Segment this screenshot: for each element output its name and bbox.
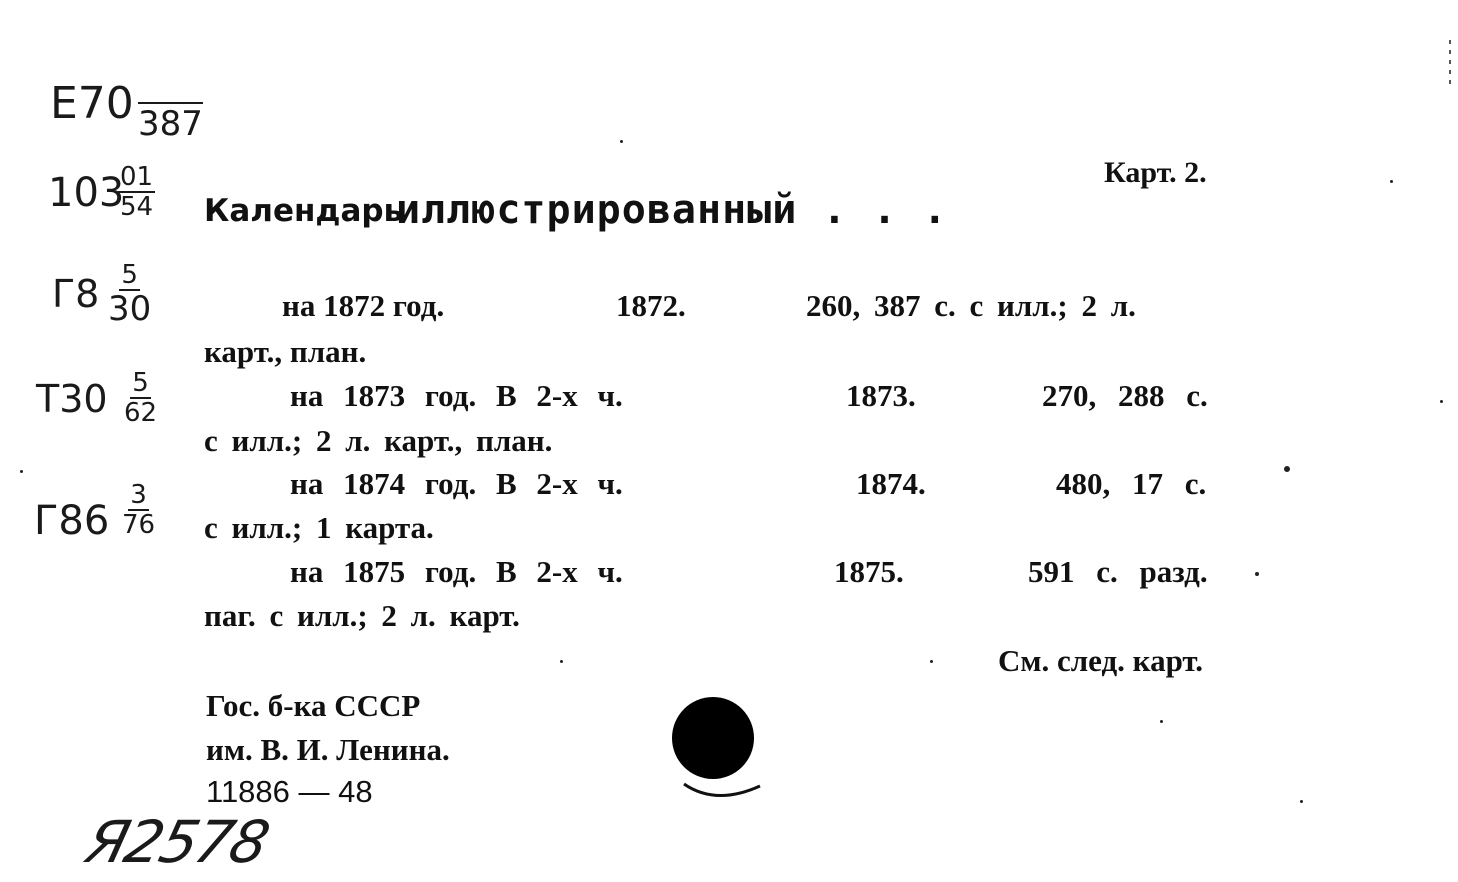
- title-prefix: Календарь: [204, 193, 404, 229]
- entry-1874-date: 1874.: [856, 466, 926, 501]
- entry-1875-label: на 1875 год. В 2-х ч.: [290, 554, 623, 589]
- entry-1875-date: 1875.: [834, 554, 904, 589]
- code-base-4: Г86: [34, 498, 110, 544]
- speck: [560, 660, 563, 663]
- entry-1872-pages: 260, 387 с. с илл.; 2 л.: [806, 288, 1136, 323]
- speck: [1300, 800, 1303, 803]
- entry-1874-pages: 480, 17 с.: [1056, 466, 1207, 501]
- code-fraction-3: $\frac{5}{62}$: [124, 368, 158, 428]
- shelfmark-sub-code: 387: [138, 104, 203, 144]
- entry-1872-cont: карт., план.: [204, 334, 367, 369]
- library-line-3: 11886 — 48: [206, 774, 373, 809]
- speck: [620, 140, 623, 143]
- speck: [930, 660, 933, 663]
- speck: [20, 470, 23, 473]
- see-next-card: См. след. карт.: [998, 643, 1204, 678]
- code-base-3: Т30: [36, 377, 108, 421]
- entry-1875-cont: паг. с илл.; 2 л. карт.: [204, 598, 520, 633]
- shelfmark-code: Е70: [50, 78, 134, 129]
- speck: [1160, 720, 1163, 723]
- code-base-1: 103: [48, 170, 125, 216]
- speck: [1255, 572, 1259, 576]
- speck: [1440, 400, 1443, 403]
- entry-1875-pages: 591 с. разд.: [1028, 554, 1208, 589]
- code-fraction-4: $\frac{3}{76}$: [122, 480, 156, 540]
- entry-1874-label: на 1874 год. В 2-х ч.: [290, 466, 623, 501]
- speck: [1390, 180, 1393, 183]
- entry-1873-cont: с илл.; 2 л. карт., план.: [204, 423, 553, 458]
- code-fraction-1: $\frac{01}{54}$: [120, 162, 154, 222]
- entry-1873-pages: 270, 288 с.: [1042, 378, 1208, 413]
- speck: [1284, 466, 1290, 472]
- entry-1872-label: на 1872 год.: [282, 288, 445, 323]
- library-line-2: им. В. И. Ленина.: [206, 732, 450, 767]
- code-base-2: Г8: [52, 272, 100, 316]
- handwritten-accession: Я2578: [79, 808, 275, 876]
- hole-shadow-curve: [684, 784, 760, 796]
- library-line-1: Гос. б-ка СССР: [206, 688, 421, 723]
- entry-1872-date: 1872.: [616, 288, 686, 323]
- entry-1873-label: на 1873 год. В 2-х ч.: [290, 378, 623, 413]
- code-fraction-2: 5 30: [108, 260, 152, 329]
- card-number: Карт. 2.: [1104, 156, 1207, 189]
- entry-1873-date: 1873.: [846, 378, 916, 413]
- title-main: иллюстрированный . . .: [396, 187, 948, 233]
- entry-1874-cont: с илл.; 1 карта.: [204, 510, 434, 545]
